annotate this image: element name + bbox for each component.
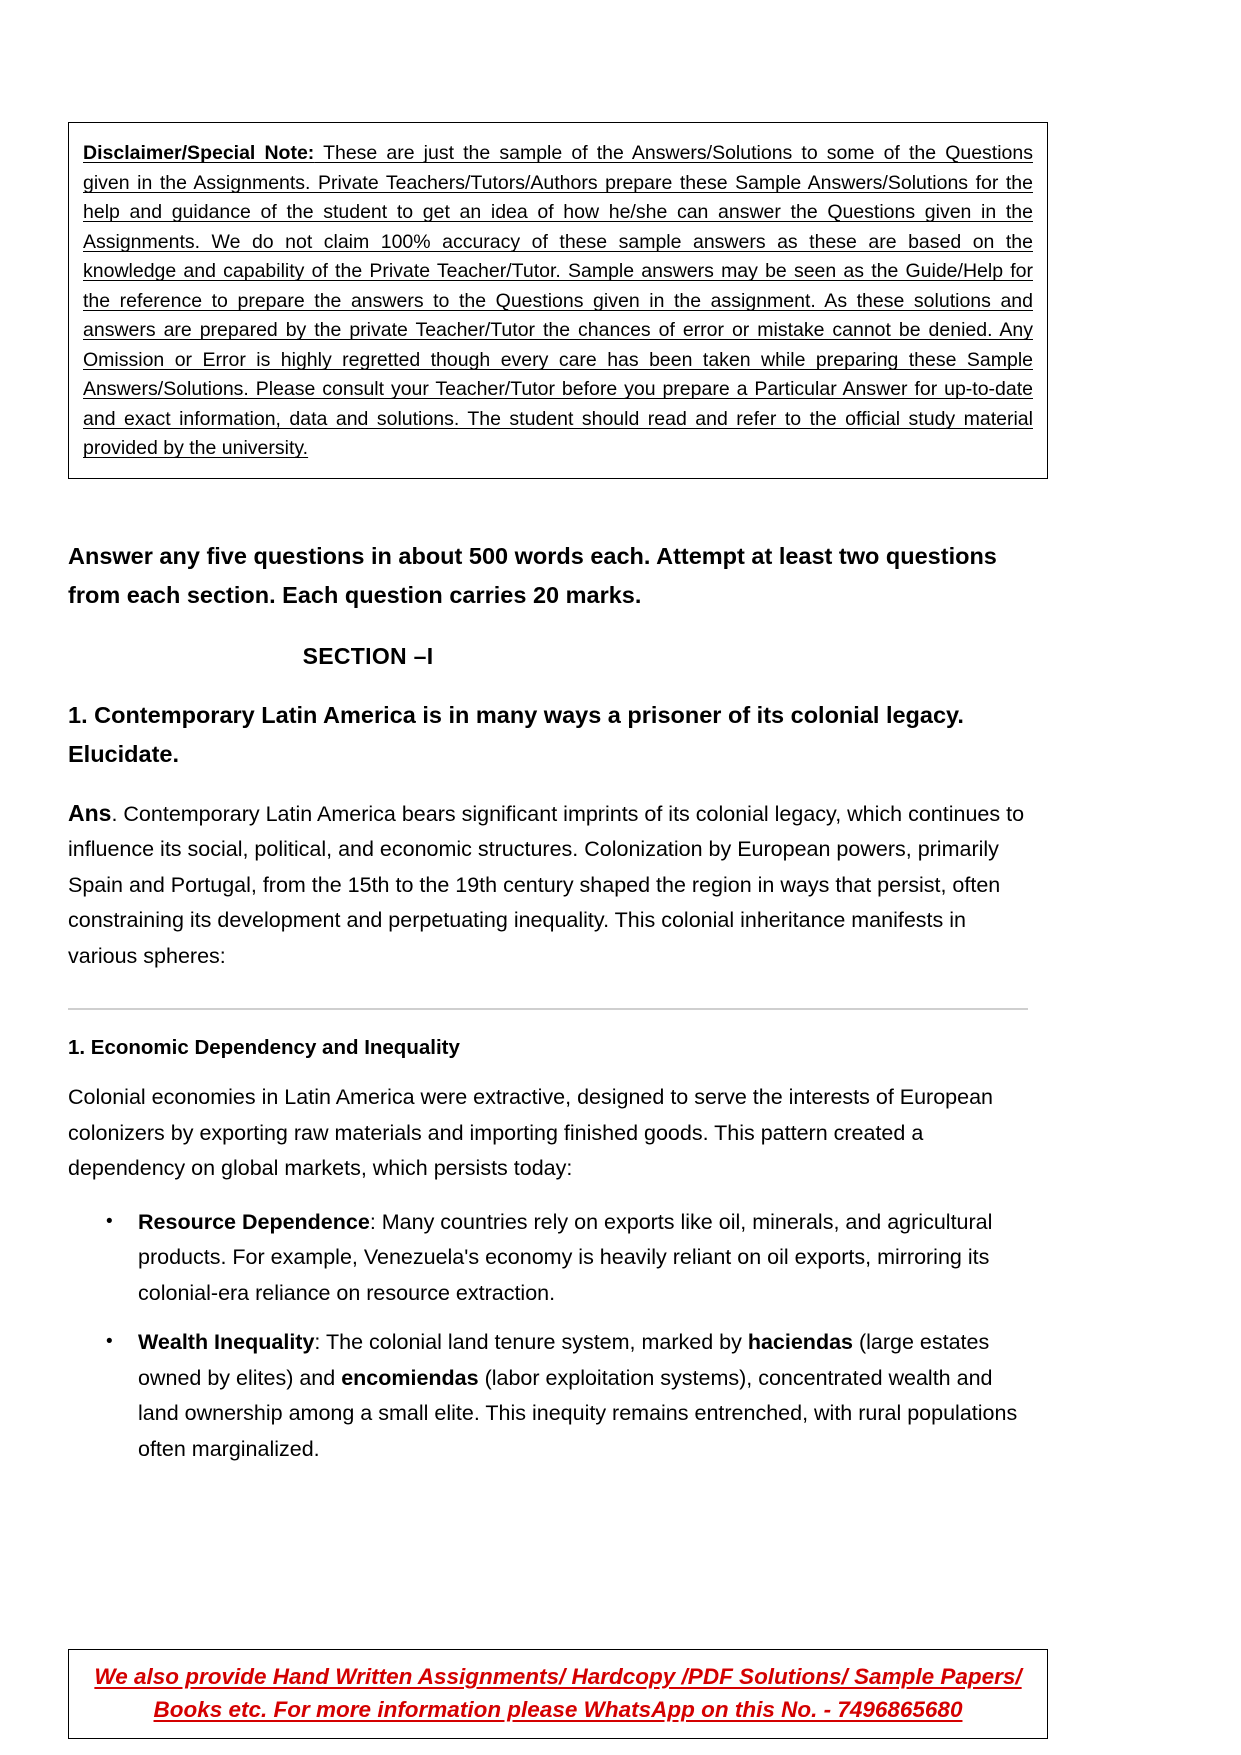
subsection-intro-paragraph: Colonial economies in Latin America were extractive, designed to serve the interests of European colonizers by exporting raw materials and importing finished goods. This pattern created a dependency on global markets, which persists today: (68, 1085, 994, 1180)
disclaimer-label: Disclaimer/Special Note: (83, 142, 315, 164)
disclaimer-box (68, 122, 1048, 479)
bullet-text-part: (large estates owned by elites) and (138, 1330, 990, 1390)
list-item (138, 1205, 1038, 1312)
disclaimer-body: These are just the sample of the Answers/Solutions to some of the Questions given in the Assignments. Private Teachers/Tutors/Authors prepare these Sample Answers/Solutions for the help and guidance of the student to get an idea of how he/she can answer the Questions given in the Assignments. We do not claim 100% accuracy of these sample answers as these are based on the knowledge and capability of the Private Teacher/Tutor. Sample answers may be seen as the Guide/Help for the reference to prepare the answers to the Questions given in the assignment. As these solutions and answers are prepared by the private Teacher/Tutor the chances of error or mistake cannot be denied. Any Omission or Error is highly regretted though every care has been taken while preparing these Sample Answers/Solutions. Please consult your Teacher/Tutor before you prepare a Particular Answer for up-to-date and exact information, data and solutions. The student should read and refer to the official study material provided by the university. (83, 142, 1033, 459)
bullet-term: Resource Dependence (138, 1209, 370, 1234)
disclaimer-text (83, 139, 1033, 464)
bullet-text-part: (labor exploitation systems), concentrated wealth and land ownership among a small elite. This inequity remains entrenched, with rural populations often marginalized. (138, 1365, 1018, 1461)
bullet-text: : Many countries rely on exports like oil, minerals, and agricultural products. For example, Venezuela's economy is heavily reliant on oil exports, mirroring its colonial-era reliance on resource extraction. (138, 1209, 993, 1305)
subsection-heading: 1. Economic Dependency and Inequality (68, 1036, 460, 1059)
bullet-list (68, 1205, 1048, 1468)
section-heading: SECTION –I (302, 642, 434, 669)
bullet-text-part: : The colonial land tenure system, marked by (314, 1330, 748, 1354)
bullet-emphasis-encomienda: encomiendas (341, 1365, 479, 1390)
exam-instruction: Answer any five questions in about 500 words each. Attempt at least two questions from each section. Each question carries 20 marks. (68, 542, 997, 608)
bullet-emphasis-hacienda: haciendas (747, 1330, 853, 1354)
promo-line-1: We also provide Hand Written Assignments/ Hardcopy /PDF Solutions/ Sample Papers/ (94, 1664, 1022, 1689)
section-divider (68, 1008, 1028, 1010)
answer-intro-text: . Contemporary Latin America bears significant imprints of its colonial legacy, which continues to influence its social, political, and economic structures. Colonization by European powers, primarily Spain and Portugal, from the 15th to the 19th century shaped the region in ways that persist, often constraining its development and perpetuating inequality. This colonial inheritance manifests in various spheres: (68, 801, 1025, 968)
document-content (68, 0, 1048, 1481)
question-heading: 1. Contemporary Latin America is in many ways a prisoner of its colonial legacy. Elucidate. (68, 701, 964, 767)
promo-banner (68, 1649, 1048, 1739)
answer-label: Ans (68, 799, 112, 826)
bullet-term: Wealth Inequality (138, 1330, 315, 1354)
answer-intro-paragraph (68, 796, 1028, 975)
promo-line-2: Books etc. For more information please WhatsApp on this No. - 7496865680 (153, 1697, 963, 1722)
list-item (138, 1325, 1038, 1467)
